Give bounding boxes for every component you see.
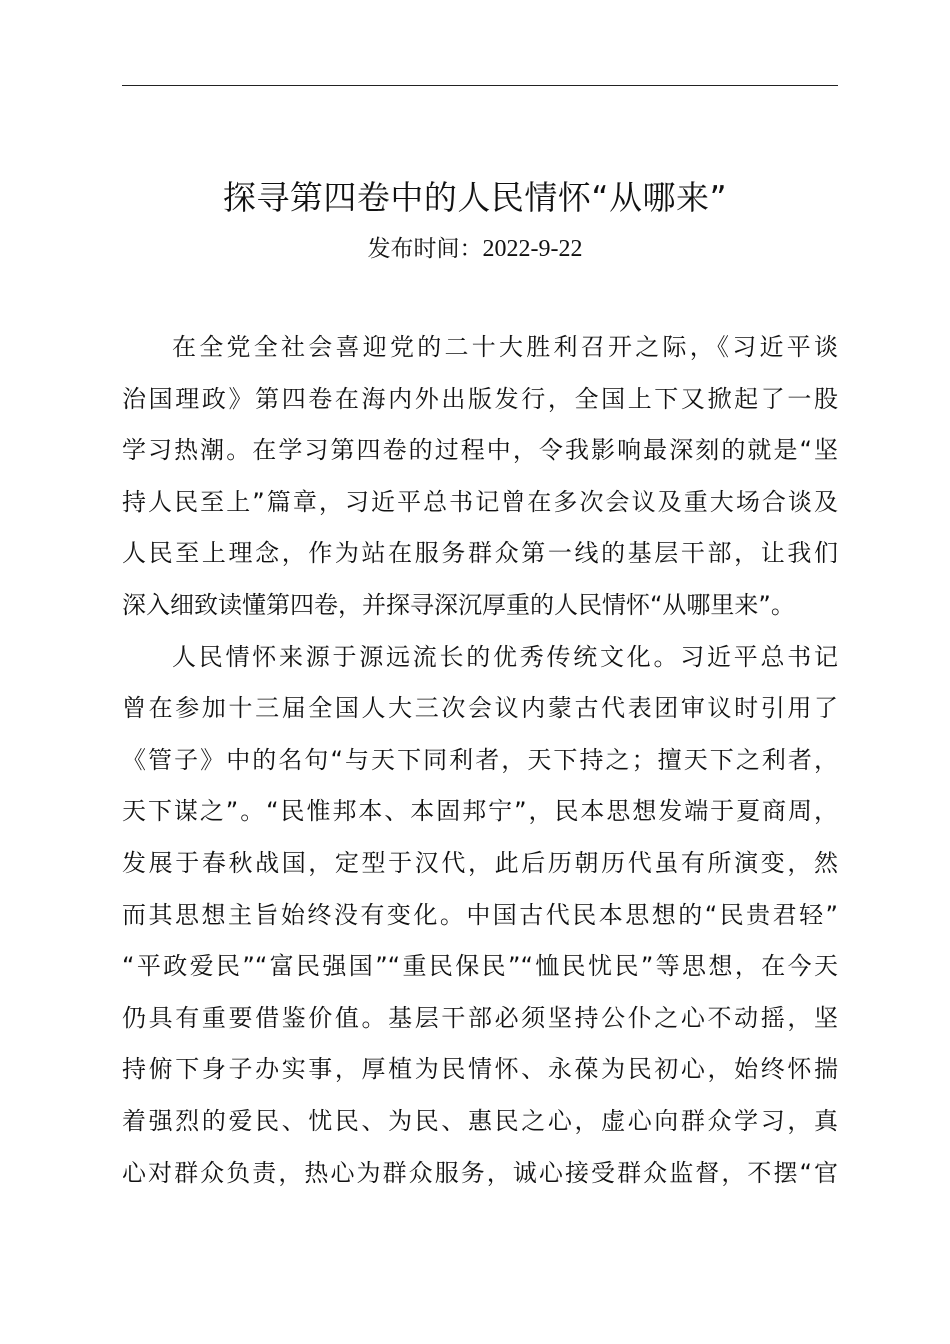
paragraph-2-line: 而其思想主旨始终没有变化。中国古代民本思想的“民贵君轻” xyxy=(122,900,838,929)
paragraph-2-line: 持俯下身子办实事，厚植为民情怀、永葆为民初心，始终怀揣 xyxy=(122,1055,838,1084)
publish-date-value: 2022-9-22 xyxy=(482,236,583,262)
paragraph-1-line: 学习热潮。在学习第四卷的过程中，令我影响最深刻的就是“坚 xyxy=(122,436,838,465)
paragraph-2-line: 天下谋之”。“民惟邦本、本固邦宁”，民本思想发端于夏商周， xyxy=(122,797,838,826)
paragraph-1-line: 持人民至上”篇章，习近平总书记曾在多次会议及重大场合谈及 xyxy=(122,487,838,516)
document-title: 探寻第四卷中的人民情怀“从哪来” xyxy=(222,178,728,217)
article-body xyxy=(122,322,838,1199)
header-rule xyxy=(122,85,838,86)
paragraph-2-line: 发展于春秋战国，定型于汉代，此后历朝历代虽有所演变，然 xyxy=(122,848,838,877)
paragraph-2-line: 人民情怀来源于源远流长的优秀传统文化。习近平总书记 xyxy=(172,642,838,671)
publish-date xyxy=(0,232,950,266)
paragraph-1-line: 人民至上理念，作为站在服务群众第一线的基层干部，让我们 xyxy=(122,539,838,568)
paragraph-1-line: 在全党全社会喜迎党的二十大胜利召开之际，《习近平谈 xyxy=(172,333,838,361)
paragraph-2-line: 心对群众负责，热心为群众服务，诚心接受群众监督，不摆“官 xyxy=(122,1158,838,1187)
paragraph-2-line: 《管子》中的名句“与天下同利者，天下持之；擅天下之利者， xyxy=(122,745,838,774)
paragraph-1-line: 治国理政》第四卷在海内外出版发行，全国上下又掀起了一股 xyxy=(122,384,838,413)
publish-date-label: 发布时间： xyxy=(367,236,483,262)
paragraph-1-line: 深入细致读懂第四卷，并探寻深沉厚重的人民情怀“从哪里来”。 xyxy=(122,590,795,619)
paragraph-2-line: 曾在参加十三届全国人大三次会议内蒙古代表团审议时引用了 xyxy=(122,694,838,723)
paragraph-2-line: “平政爱民”“富民强国”“重民保民”“恤民忧民”等思想，在今天 xyxy=(122,952,838,981)
paragraph-2-line: 仍具有重要借鉴价值。基层干部必须坚持公仆之心不动摇，坚 xyxy=(122,1003,838,1032)
paragraph-2-line: 着强烈的爱民、忧民、为民、惠民之心，虚心向群众学习，真 xyxy=(122,1106,838,1135)
